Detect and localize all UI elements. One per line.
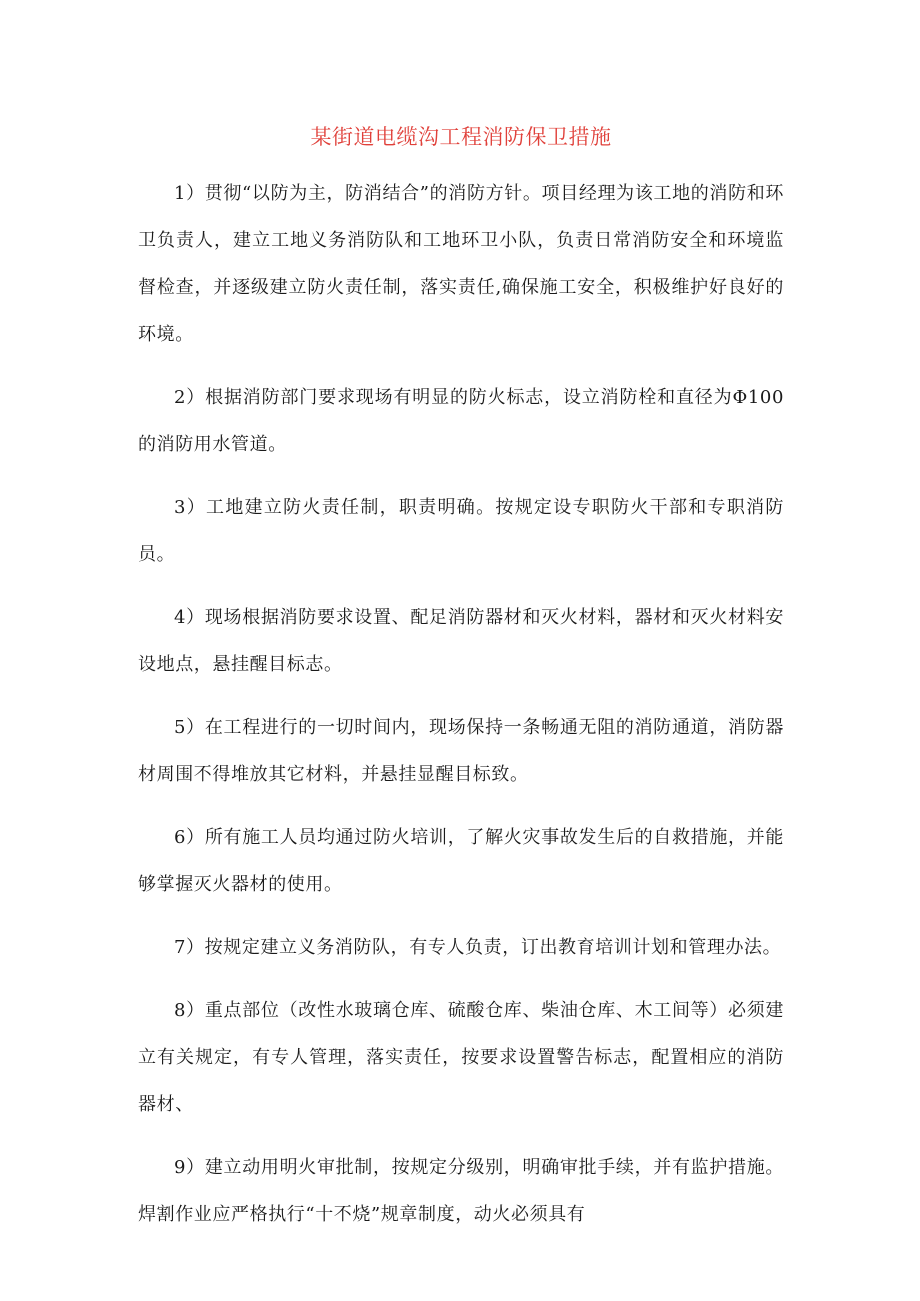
paragraph-3: 3）工地建立防火责任制，职责明确。按规定设专职防火干部和专职消防员。 [138, 497, 784, 565]
paragraph-2: 2）根据消防部门要求现场有明显的防火标志，设立消防栓和直径为Φ100的消防用水管道。 [138, 387, 784, 455]
paragraph-1: 1）贯彻“以防为主，防消结合”的消防方针。项目经理为该工地的消防和环卫负责人，建立工地义务消防队和工地环卫小队，负责日常消防安全和环境监督检查，并逐级建立防火责任制，落实责任,确保施工安全，积极维护好良好的环境。 [138, 183, 784, 345]
paragraph-5: 5）在工程进行的一切时间内，现场保持一条畅通无阻的消防通道，消防器材周围不得堆放其它材料，并悬挂显醒目标致。 [138, 717, 784, 785]
paragraph-9: 9）建立动用明火审批制，按规定分级别，明确审批手续，并有监护措施。焊割作业应严格执行“十不烧”规章制度，动火必须具有 [138, 1157, 784, 1225]
paragraph-6: 6）所有施工人员均通过防火培训，了解火灾事故发生后的自救措施，并能够掌握灭火器材的使用。 [138, 827, 784, 895]
paragraph-7: 7）按规定建立义务消防队，有专人负责，订出教育培训计划和管理办法。 [174, 937, 782, 958]
paragraph-8: 8）重点部位（改性水玻璃仓库、硫酸仓库、柴油仓库、木工间等）必须建立有关规定，有专人管理，落实责任，按要求设置警告标志，配置相应的消防器材、 [138, 1000, 784, 1115]
document-title: 某街道电缆沟工程消防保卫措施 [310, 125, 612, 149]
paragraph-4: 4）现场根据消防要求设置、配足消防器材和灭火材料，器材和灭火材料安设地点，悬挂醒目标志。 [138, 607, 784, 675]
